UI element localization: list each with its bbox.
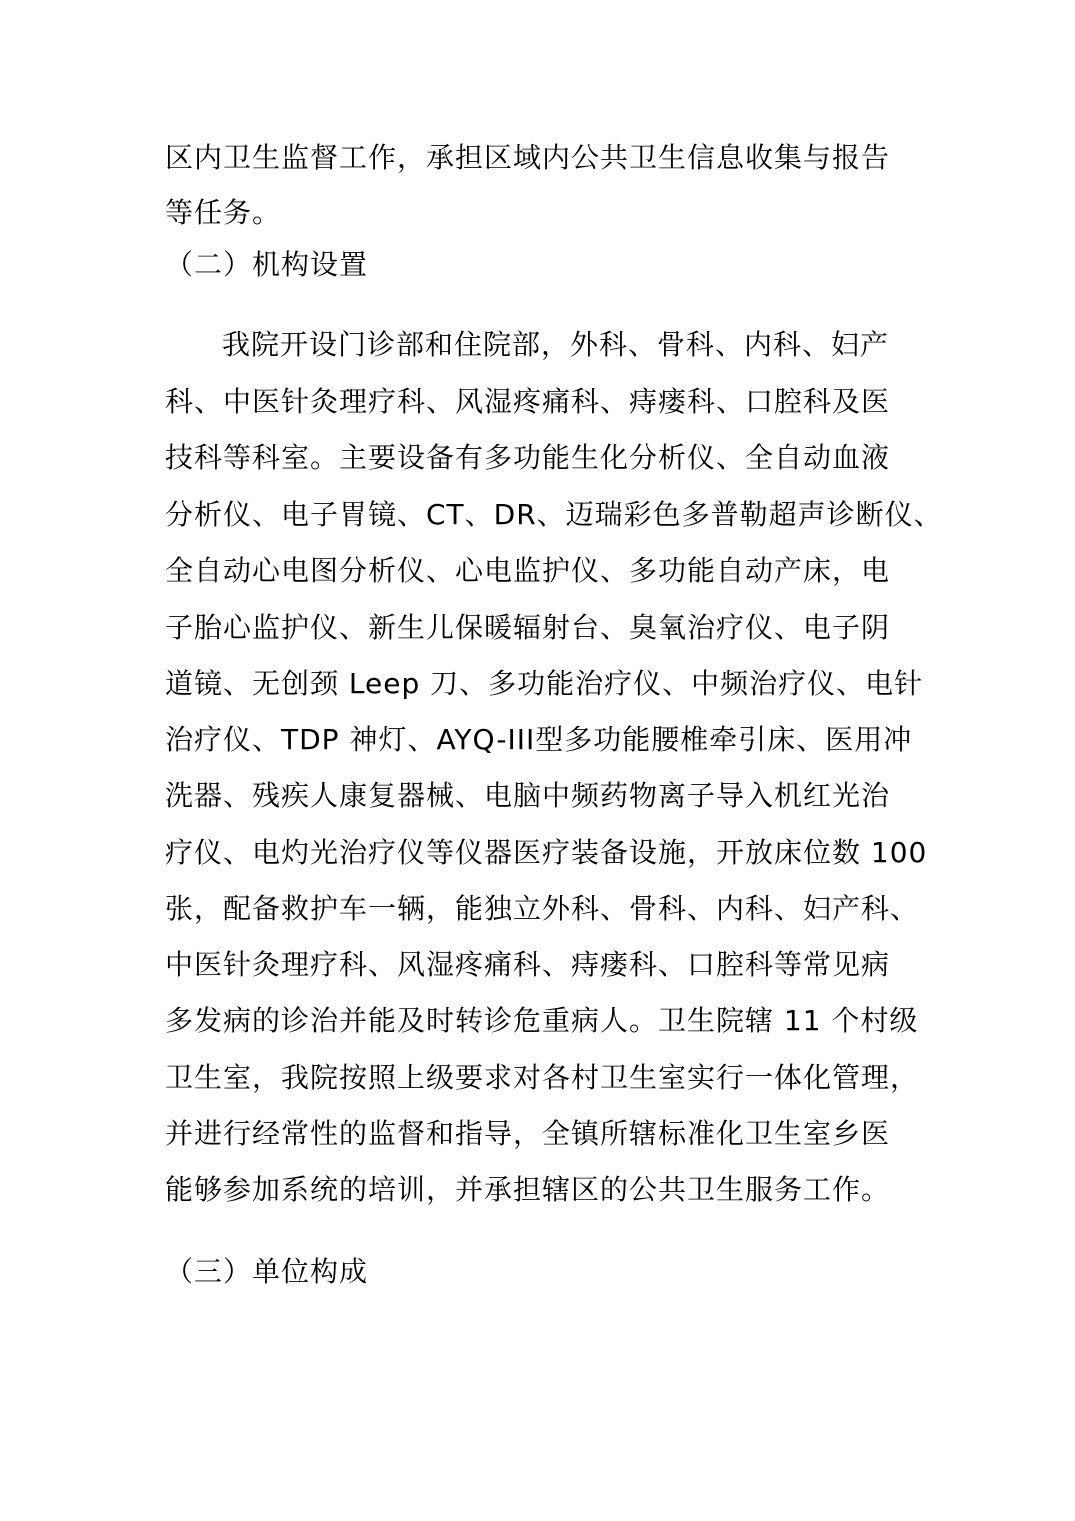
section-2-line-13: 多发病的诊治并能及时转诊危重病人。卫生院辖 11 个村级 [165, 1004, 919, 1037]
section-2-line-16: 能够参加系统的培训，并承担辖区的公共卫生服务工作。 [165, 1173, 891, 1206]
section-2-line-2: 科、中医针灸理疗科、风湿疼痛科、痔瘘科、口腔科及医 [165, 385, 891, 418]
section-2-line-5: 全自动心电图分析仪、心电监护仪、多功能自动产床，电 [165, 554, 891, 587]
section-2-heading: （二）机构设置 [165, 248, 369, 281]
section-2-line-10: 疗仪、电灼光治疗仪等仪器医疗装备设施，开放床位数 100 [165, 836, 928, 869]
section-2-line-11: 张，配备救护车一辆，能独立外科、骨科、内科、妇产科、 [165, 892, 920, 925]
section-2-line-7: 道镜、无创颈 Leep 刀、多功能治疗仪、中频治疗仪、电针 [165, 667, 924, 700]
section-2-line-9: 洗器、残疾人康复器械、电脑中频药物离子导入机红光治 [165, 779, 891, 812]
section-2-line-4: 分析仪、电子胃镜、CT、DR、迈瑞彩色多普勒超声诊断仪、 [165, 498, 943, 531]
section-2-line-6: 子胎心监护仪、新生儿保暖辐射台、臭氧治疗仪、电子阴 [165, 611, 891, 644]
section-2-line-3: 技科等科室。主要设备有多功能生化分析仪、全自动血液 [165, 441, 891, 474]
section-2-line-14: 卫生室，我院按照上级要求对各村卫生室实行一体化管理， [165, 1061, 920, 1094]
section-3-heading: （三）单位构成 [165, 1255, 369, 1288]
section-2-line-12: 中医针灸理疗科、风湿疼痛科、痔瘘科、口腔科等常见病 [165, 948, 891, 981]
section-2-line-15: 并进行经常性的监督和指导，全镇所辖标准化卫生室乡医 [165, 1117, 891, 1150]
intro-line-1: 区内卫生监督工作，承担区域内公共卫生信息收集与报告 [165, 141, 891, 174]
section-2-line-8: 治疗仪、TDP 神灯、AYQ-III型多功能腰椎牵引床、医用冲 [165, 723, 913, 756]
section-2-line-1: 我院开设门诊部和住院部，外科、骨科、内科、妇产 [222, 328, 890, 361]
intro-line-2: 等任务。 [165, 196, 282, 229]
